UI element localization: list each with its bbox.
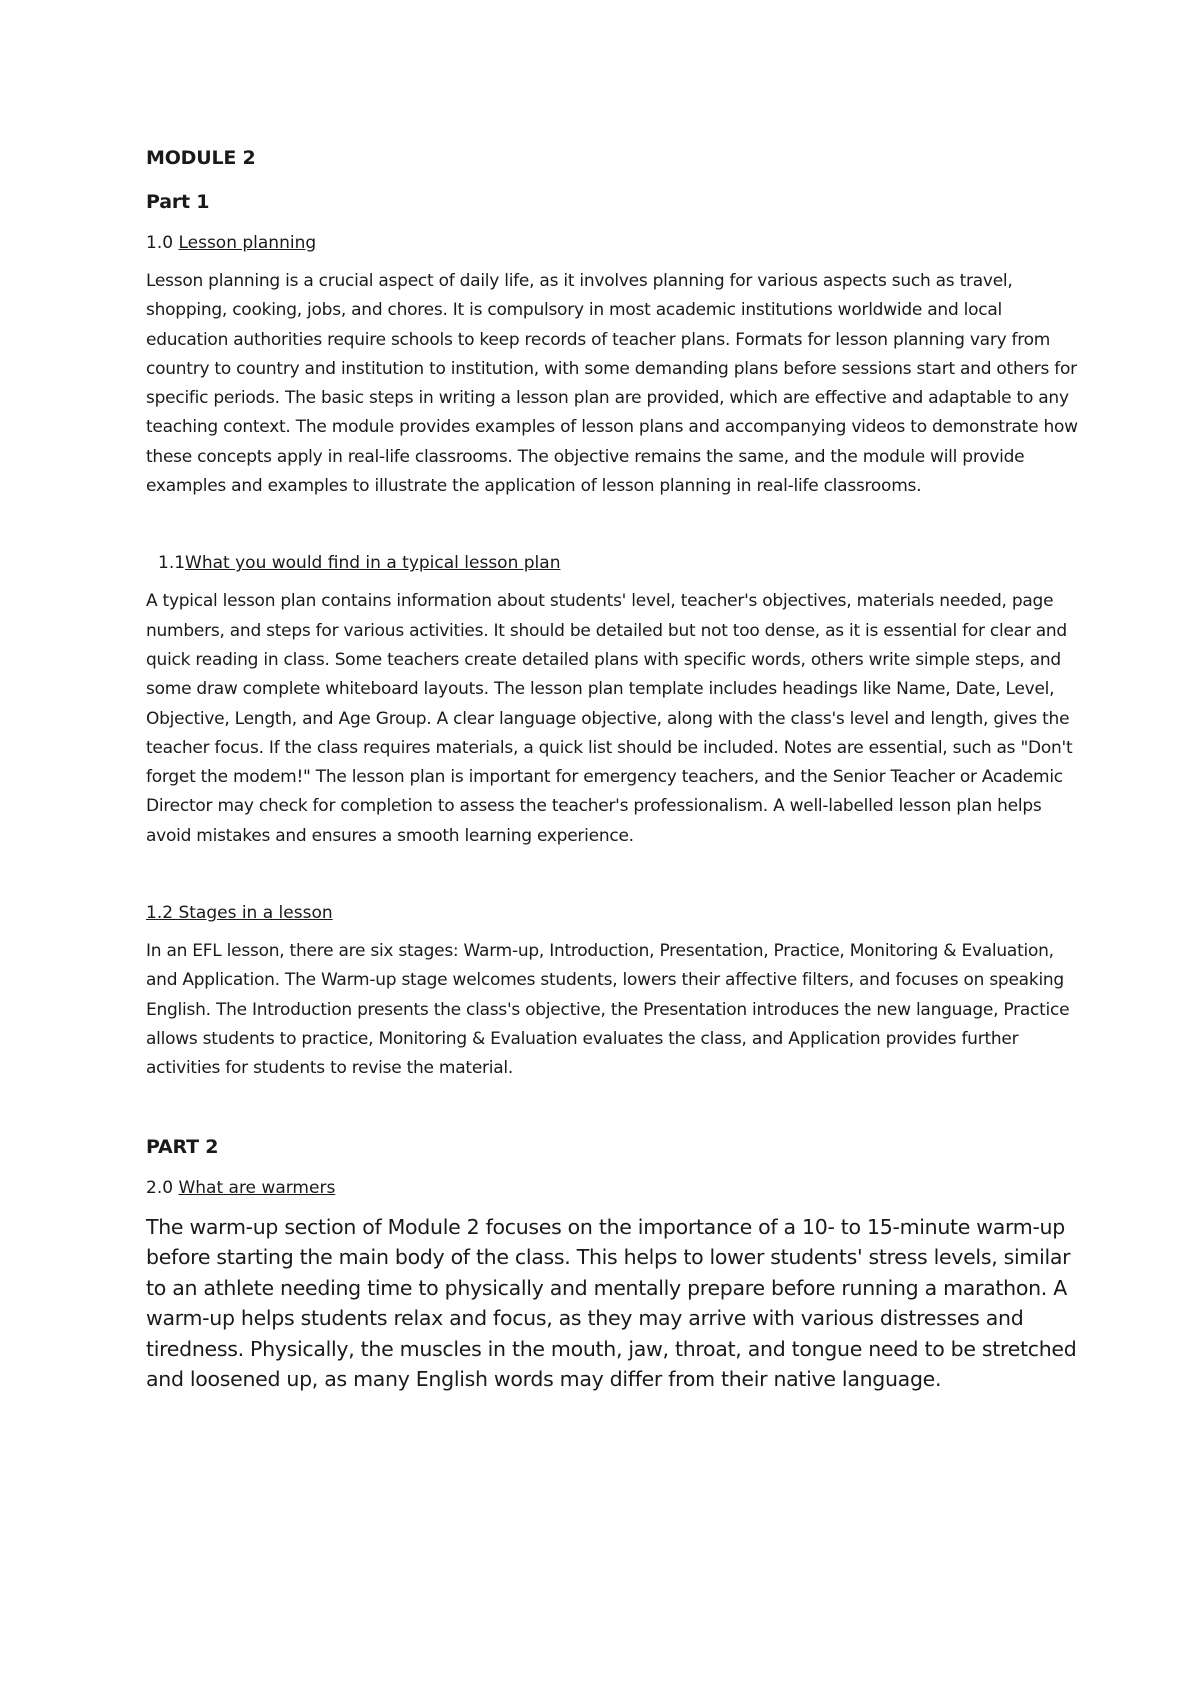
section-number: 1.1 xyxy=(158,553,186,574)
section-1-2-heading xyxy=(146,903,1080,923)
section-title: What you would find in a typical lesson plan xyxy=(185,553,561,574)
section-number: 2.0 xyxy=(146,1177,174,1198)
part-1-title: Part 1 xyxy=(146,191,210,213)
section-2-0-paragraph: The warm-up section of Module 2 focuses on the importance of a 10- to 15-minute warm-up before starting the main body of the class. This helps to lower students' stress levels, similar to an athlete needing time to physically and mentally prepare before running a marathon. A warm-up helps students relax and focus, as they may arrive with various distresses and tiredness. Physically, the muscles in the mouth, jaw, throat, and tongue need to be stretched and loosened up, as many English words may differ from their native language. xyxy=(146,1214,1077,1392)
section-1-0-paragraph: Lesson planning is a crucial aspect of daily life, as it involves planning for various aspects such as travel, shopping, cooking, jobs, and chores. It is compulsory in most academic institutions worldwide and local education authorities require schools to keep records of teacher plans. Formats for lesson planning vary from country to country and institution to institution, with some demanding plans before sessions start and others for specific periods. The basic steps in writing a lesson plan are provided, which are effective and adaptable to any teaching context. The module provides examples of lesson plans and accompanying videos to demonstrate how these concepts apply in real-life classrooms. The objective remains the same, and the module will provide examples and examples to illustrate the application of lesson planning in real-life classrooms. xyxy=(146,271,1078,497)
part-2-title: PART 2 xyxy=(146,1135,219,1158)
section-1-1-paragraph: A typical lesson plan contains information about students' level, teacher's objectives, materials needed, page numbers, and steps for various activities. It should be detailed but not too dense, as it is essential for clear and quick reading in class. Some teachers create detailed plans with specific words, others write simple steps, and some draw complete whiteboard layouts. The lesson plan template includes headings like Name, Date, Level, Objective, Length, and Age Group. A clear language objective, along with the class's level and length, gives the teacher focus. If the class requires materials, a quick list should be included. Notes are essential, such as "Don't forget the modem!" The lesson plan is important for emergency teachers, and the Senior Teacher or Academic Director may check for completion to assess the teacher's professionalism. A well-labelled lesson plan helps avoid mistakes and ensures a smooth learning experience. xyxy=(146,591,1073,846)
section-title: 1.2 Stages in a lesson xyxy=(146,903,333,924)
section-title: Lesson planning xyxy=(178,233,317,253)
section-1-1-heading xyxy=(146,553,1080,573)
section-1-0-heading xyxy=(146,233,1080,253)
section-2-0-heading xyxy=(146,1178,1080,1198)
module-title: MODULE 2 xyxy=(146,147,256,169)
section-1-2-paragraph: In an EFL lesson, there are six stages: Warm-up, Introduction, Presentation, Practice, Monitoring & Evaluation, and Application. The Warm-up stage welcomes students, lowers their affective filters, and focuses on speaking English. The Introduction presents the class's objective, the Presentation introduces the new language, Practice allows students to practice, Monitoring & Evaluation evaluates the class, and Application provides further activities for students to revise the material. xyxy=(146,941,1070,1079)
section-title: What are warmers xyxy=(178,1177,336,1198)
section-number: 1.0 xyxy=(146,233,174,253)
